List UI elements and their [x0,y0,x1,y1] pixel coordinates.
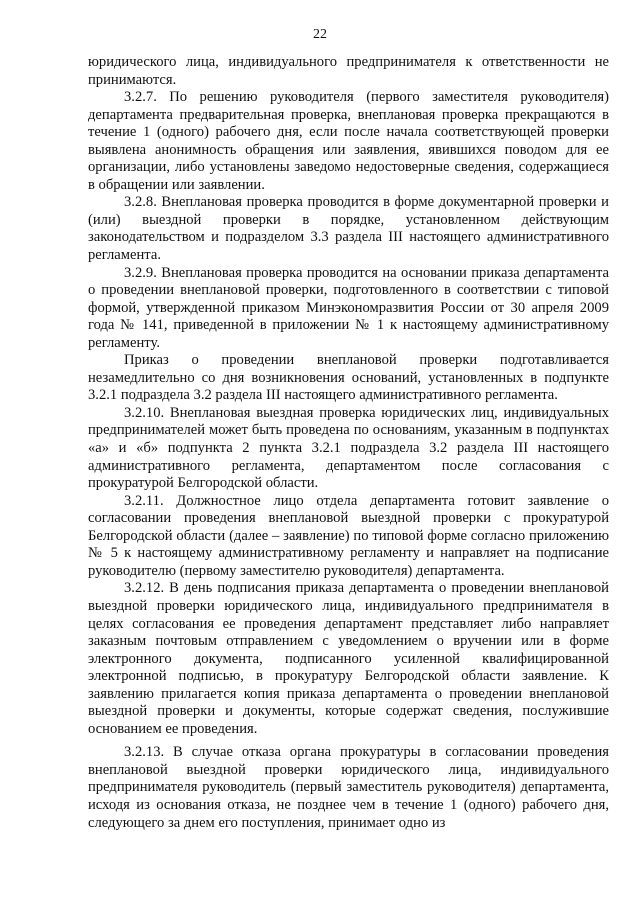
paragraph-3-2-8: 3.2.8. Внеплановая проверка проводится в форме документарной проверки и (или) выездной проверки в порядке, установленном действующим законодательством и подразделом 3.3 раздела III настоящего административного регламента. [88,194,609,264]
page-number: 22 [313,27,327,42]
paragraph-3-2-13: 3.2.13. В случае отказа органа прокуратуры в согласовании проведения внеплановой выездной проверки юридического лица, индивидуального предпринимателя руководитель (первый заместитель руководителя) департамента, исходя из основания отказа, не позднее чем в течение 1 (одного) рабочего дня, следующего за днем его поступления, принимает одно из [88,744,609,831]
paragraph-3-2-7: 3.2.7. По решению руководителя (первого заместителя руководителя) департамента предварительная проверка, внеплановая проверка прекращаются в течение 1 (одного) рабочего дня, если после начала соответствующей проверки выявлена анонимность обращения или заявления, явившихся поводом для ее организации, либо установлены заведомо недостоверные сведения, содержащиеся в обращении или заявлении. [88,89,609,193]
document-body [88,54,609,832]
paragraph-continuation: юридического лица, индивидуального предпринимателя к ответственности не принимаются. [88,54,609,88]
paragraph-3-2-9: 3.2.9. Внеплановая проверка проводится на основании приказа департамента о проведении внеплановой проверки, подготовленного в соответствии с типовой формой, утвержденной приказом Минэкономразвития России от 30 апреля 2009 года № 141, приведенной в приложении № 1 к настоящему административному регламенту. [88,264,609,351]
paragraph-3-2-11: 3.2.11. Должностное лицо отдела департамента готовит заявление о согласовании проведения внеплановой выездной проверки с прокуратурой Белгородской области (далее – заявление) по типовой форме согласно приложению № 5 к настоящему административному регламенту и направляет на подписание руководителю (первому заместителю руководителя) департамента. [88,492,609,579]
paragraph-3-2-10: 3.2.10. Внеплановая выездная проверка юридических лиц, индивидуальных предпринимателей может быть проведена по основаниям, указанным в подпунктах «а» и «б» подпункта 2 пункта 3.2.1 подраздела 3.2 раздела III настоящего административного регламента, департаментом после согласования с прокуратурой Белгородской области. [88,404,609,492]
paragraph-order-preparation: Приказ о проведении внеплановой проверки подготавливается незамедлительно со дня возникновения оснований, установленных в подпункте 3.2.1 подраздела 3.2 раздела III настоящего административного регламента. [88,352,609,404]
paragraph-3-2-12: 3.2.12. В день подписания приказа департамента о проведении внеплановой выездной проверки юридического лица, индивидуального предпринимателя в целях согласования ее проведения департамент представляет либо направляет заказным почтовым отправлением с уведомлением о вручении или в форме электронного документа, подписанного усиленной квалифицированной электронной подписью, в прокуратуру Белгородской области заявление. К заявлению прилагается копия приказа департамента о проведении внеплановой выездной проверки и документы, которые содержат сведения, послужившие основанием ее проведения. [88,580,609,737]
